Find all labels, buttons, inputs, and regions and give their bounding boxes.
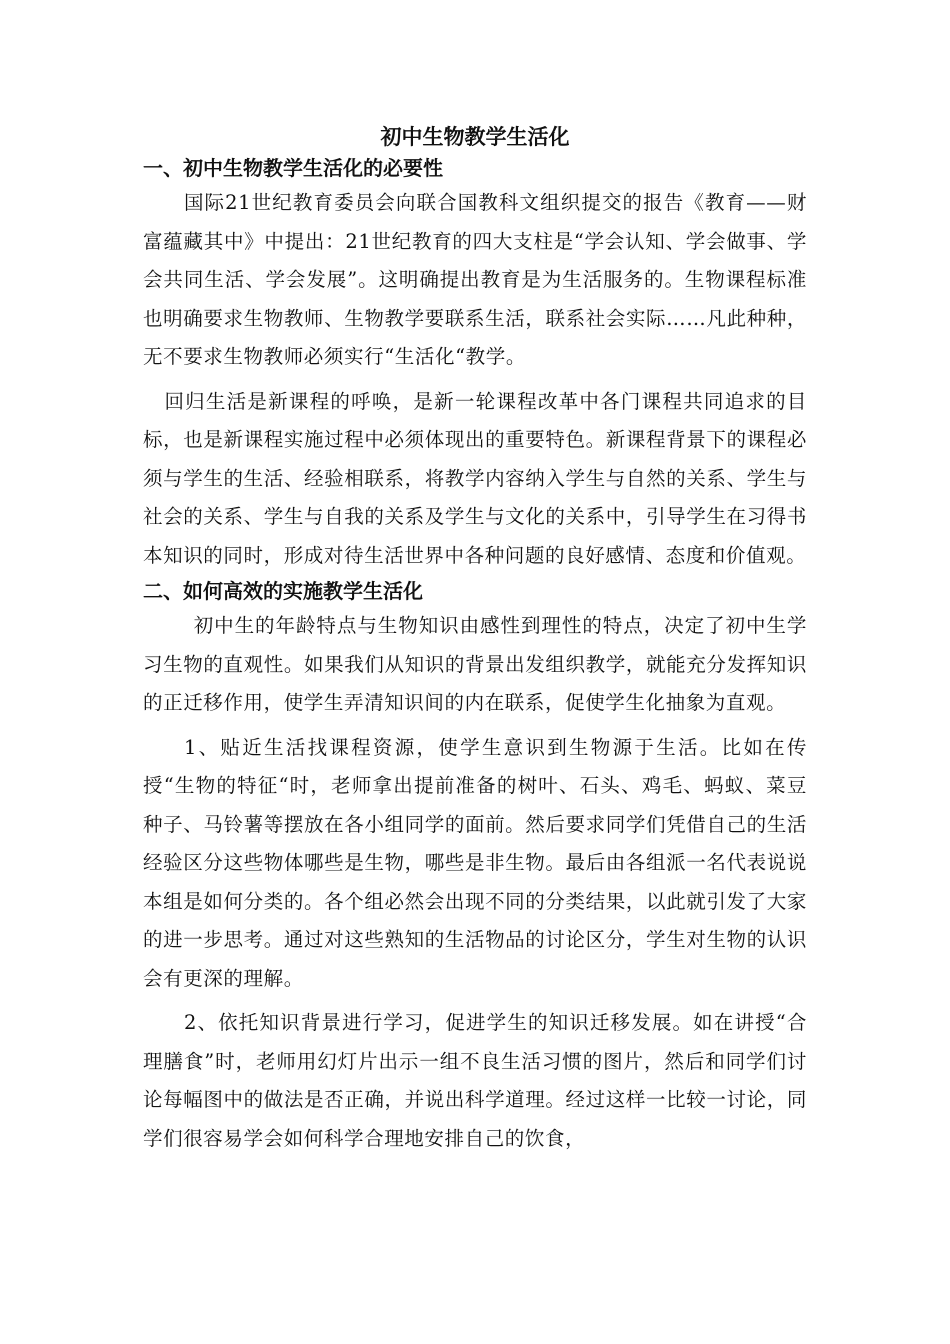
section-heading-1: 一、初中生物教学生活化的必要性 [143,156,443,180]
section-heading-2: 二、如何高效的实施教学生活化 [143,579,423,603]
paragraph: 2、依托知识背景进行学习，促进学生的知识迁移发展。如在讲授“合理膳食”时，老师用幻灯片出示一组不良生活习惯的图片，然后和同学们讨论每幅图中的做法是否正确，并说出科学道理。经过这样一比较一讨论，同学们很容易学会如何科学合理地安排自己的饮食， [143,1011,807,1150]
document-page [143,122,807,1158]
paragraph: 国际21世纪教育委员会向联合国教科文组织提交的报告《教育——财富蕴藏其中》中提出：21世纪教育的四大支柱是“学会认知、学会做事、学会共同生活、学会发展”。这明确提出教育是为生活服务的。生物课程标准也明确要求生物教师、生物教学要联系生活，联系社会实际……凡此种种，无不要求生物教师必须实行“生活化“教学。 [143,191,807,368]
paragraph: 初中生的年龄特点与生物知识由感性到理性的特点，决定了初中生学习生物的直观性。如果我们从知识的背景出发组织教学，就能充分发挥知识的正迁移作用，使学生弄清知识间的内在联系，促使学生化抽象为直观。 [143,614,807,714]
page-title: 初中生物教学生活化 [380,124,570,149]
paragraph: 回归生活是新课程的呼唤，是新一轮课程改革中各门课程共同追求的目标，也是新课程实施过程中必须体现出的重要特色。新课程背景下的课程必须与学生的生活、经验相联系，将教学内容纳入学生与自然的关系、学生与社会的关系、学生与自我的关系及学生与文化的关系中，引导学生在习得书本知识的同时，形成对待生活世界中各种问题的良好感情、态度和价值观。 [143,389,807,567]
paragraph: 1、贴近生活找课程资源，使学生意识到生物源于生活。比如在传授“生物的特征“时，老师拿出提前准备的树叶、石头、鸡毛、蚂蚁、菜豆种子、马铃薯等摆放在各小组同学的面前。然后要求同学们凭借自己的生活经验区分这些物体哪些是生物，哪些是非生物。最后由各组派一名代表说说本组是如何分类的。各个组必然会出现不同的分类结果，以此就引发了大家的进一步思考。通过对这些熟知的生活物品的讨论区分，学生对生物的认识会有更深的理解。 [143,735,807,990]
